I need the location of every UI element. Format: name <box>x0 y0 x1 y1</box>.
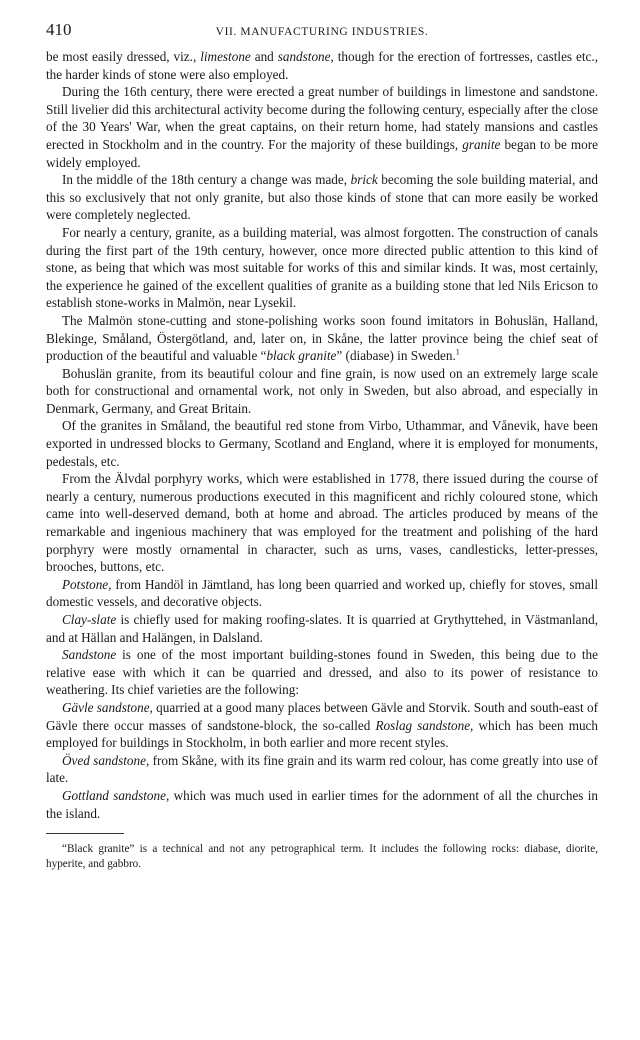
text-run: Bohuslän granite, from its beautiful colour and fine grain, is now used on an extremely large scale both for constructional and ornamental work, not only in Sweden, but also abroad, and especially in Denmark, Germany, and Great Britain. <box>46 365 598 416</box>
italic-term: brick <box>350 172 378 188</box>
text-run: from Skåne, with its fine grain and its warm red colour, has come greatly into use of late. <box>46 752 598 786</box>
text-run: Of the granites in Småland, the beautiful red stone from Virbo, Uthammar, and Vånevik, have been exported in undressed blocks to Germany, Scotland and England, where it is employed for monuments, pedestals, etc. <box>46 418 598 469</box>
book-page <box>46 20 598 872</box>
text-run: though for the erection of fortresses, castles etc., the harder kinds of stone were also employed. <box>46 49 598 82</box>
text-run: From the Älvdal porphyry works, which were established in 1778, there issued during the course of nearly a century, numerous productions executed in this magnificent and richly coloured stone, which came into well-deserved demand, both at home and abroad. The articles produced by means of the remarkable and ingenious machinery that was employed for the treatment and polishing of the hard porphyry were mostly ornamental in character, such as urns, vases, candlesticks, letter-presses, brooches, buttons, etc. <box>46 471 598 575</box>
paragraph <box>46 224 598 312</box>
body-text <box>46 48 598 822</box>
paragraph <box>46 752 598 787</box>
paragraph <box>46 312 598 365</box>
running-title: VII. MANUFACTURING INDUSTRIES. <box>215 26 429 38</box>
paragraph <box>46 611 598 646</box>
text-run: is one of the most important building-stones found in Sweden, this being due to the relative ease with which it can be quarried and dressed, and also to its power of resistance to weathering. Its chief varieties are the following: <box>46 647 598 698</box>
text-run: and <box>250 49 278 64</box>
text-run: which has been much employed for buildings in Stockholm, in both earlier and more recent styles. <box>46 717 598 751</box>
italic-term: Roslag sandstone, <box>375 717 474 733</box>
text-run: The Malmön stone-cutting and stone-polishing works soon found imitators in Bohuslän, Halland, Blekinge, Småland, Östergötland, and, later on, in Skåne, the latter province being the chief seat of production of the beautiful and valuable “ <box>46 312 598 364</box>
paragraph <box>46 787 598 822</box>
paragraph <box>46 576 598 611</box>
italic-term: black granite <box>266 348 337 364</box>
italic-term: sandstone, <box>277 49 334 64</box>
text-run: ” (diabase) in Sweden. <box>336 348 456 364</box>
italic-term: granite <box>462 136 501 152</box>
paragraph <box>46 646 598 699</box>
page-number: 410 <box>46 20 72 39</box>
paragraph <box>46 365 598 418</box>
paragraph <box>46 699 598 752</box>
paragraph <box>46 171 598 224</box>
text-run: quarried at a good many places between Gävle and Storvik. South and south-east of Gävle there occur masses of sandstone-block, the so-called <box>46 699 598 733</box>
text-run: is chiefly used for making roofing-slates. It is quarried at Grythyttehed, in Västmanland, and at Hällan and Halängen, in Dalsland. <box>46 612 598 645</box>
italic-term: Potstone, <box>62 576 112 592</box>
italic-term: Sandstone <box>62 647 117 663</box>
footnote: “Black granite” is a technical and not any petrographical term. It includes the following rocks: diabase, diorite, hyperite, and gabbro. <box>46 843 598 871</box>
italic-term: Clay-slate <box>62 612 117 627</box>
page-header <box>46 20 598 44</box>
text-run: During the 16th century, there were erected a great number of buildings in limestone and sandstone. Still livelier did this architectural activity become during the following century, especially after the close of the 30 Years' War, when the great captains, on their return home, had stately mansions and castles erected in Stockholm and in the country. For the majority of these buildings, <box>46 84 598 152</box>
italic-term: Öved sandstone, <box>62 752 150 768</box>
text-run: which was much used in earlier times for the adornment of all the churches in the island. <box>46 787 599 821</box>
italic-term: limestone <box>200 49 251 64</box>
text-run: from Handöl in Jämtland, has long been quarried and worked up, chiefly for stoves, small domestic vessels, and decorative objects. <box>46 576 598 610</box>
paragraph <box>46 417 598 470</box>
paragraph <box>46 470 598 576</box>
footnote-marker: 1 <box>455 347 460 357</box>
text-run: becoming the sole building material, and this so exclusively that not only granite, but also those kinds of stone that can more easily be worked were completely neglected. <box>46 172 598 223</box>
text-run: In the middle of the 18th century a change was made, <box>62 172 351 188</box>
paragraph <box>46 48 598 83</box>
text-run: For nearly a century, granite, as a building material, was almost forgotten. The construction of canals during the first part of the 19th century, however, once more directed public attention to this kind of stone, as being that which was most suitable for works of this and similar kinds. It was, most certainly, the experience he gained of the excellent qualities of granite as a building stone that led Nils Ericson to establish stone-works in Malmön, near Lysekil. <box>46 224 598 311</box>
italic-term: Gävle sandstone, <box>62 699 153 715</box>
text-run: be most easily dressed, viz., <box>46 49 201 64</box>
footnote-rule <box>46 833 124 834</box>
italic-term: Gottland sandstone, <box>62 787 170 803</box>
text-run: began to be more widely employed. <box>46 136 598 170</box>
paragraph <box>46 83 598 171</box>
